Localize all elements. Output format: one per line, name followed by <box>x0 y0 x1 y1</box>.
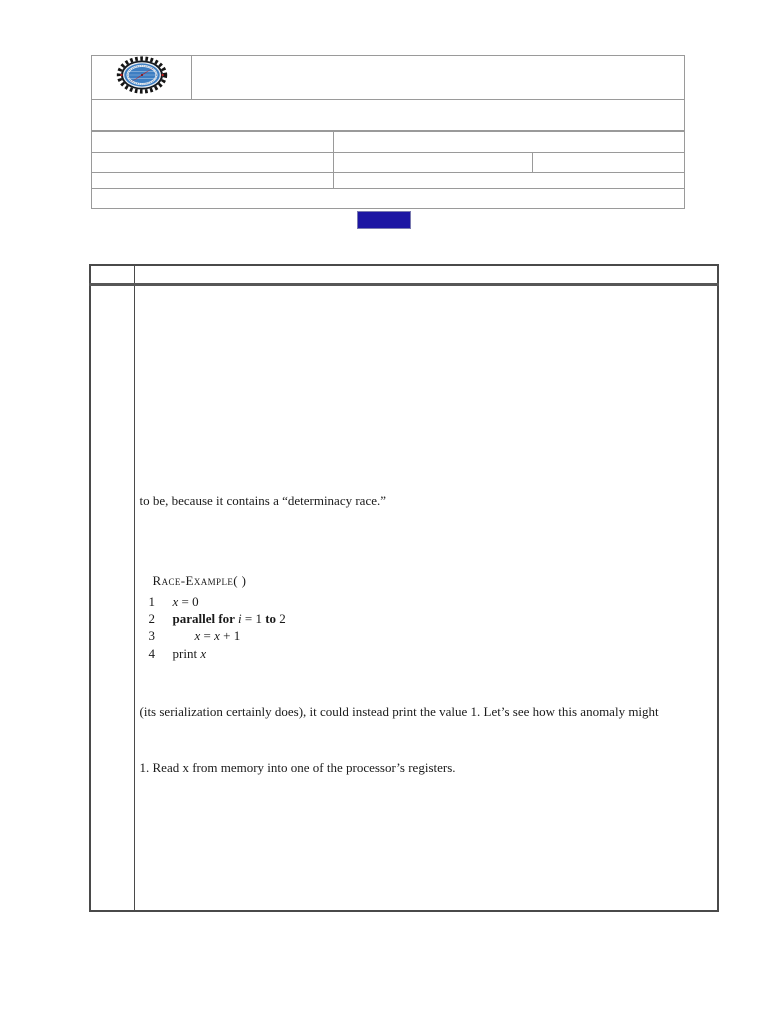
header-form-table-top <box>91 55 685 131</box>
form-cell-r4 <box>92 189 685 209</box>
form-cell-title <box>192 56 685 100</box>
code-line-2 <box>149 610 286 627</box>
code-text: + 1 <box>219 628 241 644</box>
form-cell-r2c2 <box>334 153 533 173</box>
code-text: = 1 <box>241 610 266 626</box>
form-cell-r3c2 <box>334 173 685 189</box>
paragraph-determinacy-race: to be, because it contains a “determinacy race.” <box>139 492 387 508</box>
keyword-parallel-for: parallel for <box>172 610 238 626</box>
doc-margin-column <box>90 284 134 911</box>
code-text: 2 <box>276 610 286 626</box>
code-line-3 <box>149 627 286 644</box>
paragraph-step1: 1. Read x from memory into one of the processor’s registers. <box>139 759 456 775</box>
line-number: 2 <box>148 610 155 626</box>
line-number: 4 <box>148 645 155 661</box>
form-cell-wide <box>92 100 685 131</box>
form-cell-r3c1 <box>92 173 334 189</box>
header-form-table-fields <box>91 131 685 209</box>
code-text: = 0 <box>178 593 199 609</box>
var-x: x <box>214 628 220 644</box>
form-cell-r1c1 <box>92 132 334 153</box>
code-line-1 <box>149 593 286 610</box>
keyword-to: to <box>265 610 277 626</box>
pseudocode-race-example <box>149 573 286 663</box>
document-table <box>89 264 719 912</box>
var-x: x <box>172 593 179 609</box>
doc-body-cell <box>134 284 718 911</box>
form-cell-r2c1 <box>92 153 334 173</box>
var-x: x <box>200 645 207 661</box>
paragraph-serialization: (its serialization certainly does), it could instead print the value 1. Let’s see how this anomaly might <box>139 703 659 719</box>
keyword-print: print <box>172 645 201 661</box>
form-cell-r1c2 <box>334 132 685 153</box>
var-x: x <box>194 628 201 644</box>
gear-compass-emblem-icon <box>113 56 171 94</box>
doc-header-margin-cell <box>90 265 134 284</box>
submit-button[interactable] <box>357 211 411 229</box>
form-cell-r2c3 <box>533 153 685 173</box>
line-number: 1 <box>148 593 155 609</box>
var-i: i <box>237 610 242 626</box>
doc-header-cell <box>134 265 718 284</box>
code-title: Race-Example( ) <box>152 572 247 588</box>
code-text: = <box>200 628 215 644</box>
code-line-4 <box>149 645 286 662</box>
line-number: 3 <box>148 628 155 644</box>
logo-cell <box>92 56 192 100</box>
